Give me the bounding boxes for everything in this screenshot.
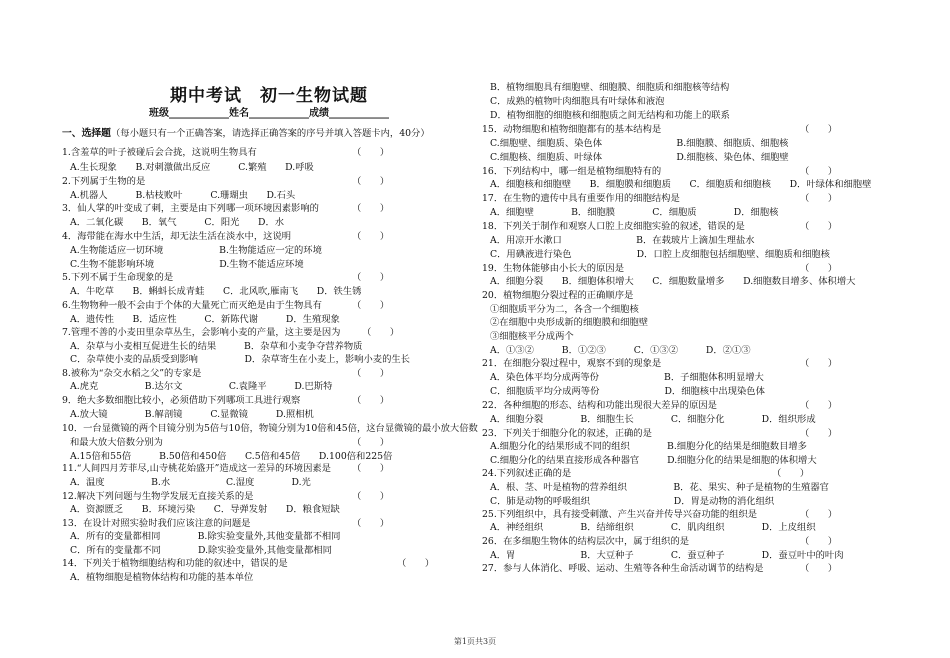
right-line-13: 19．生物体能够由小长大的原因是 (482, 263, 624, 274)
answer-blank: （ ） (800, 509, 838, 520)
right-line-8: 17．在生物的遗传中具有重要作用的细胞结构是 (482, 193, 680, 204)
right-line-20: 21．在细胞分裂过程中，观察不到的现象是 (482, 358, 662, 369)
left-line-25: 12.解决下列问题与生物学发展无直接关系的是 (62, 491, 254, 502)
answer-blank: （ ） (362, 327, 400, 338)
left-line-6: 4．海带能在海水中生活，却无法生活在淡水中，这说明 (62, 231, 292, 242)
section-label: 一、选择题 (62, 128, 111, 139)
page-footer: 第1页共3页 (453, 637, 497, 646)
student-info-line: 班级____________姓名____________成绩____________ (149, 108, 389, 119)
left-line-24: A．温度 B.水 C.湿度 D.光 (70, 477, 311, 488)
right-line-15: 20．植物细胞分裂过程的正确顺序是 (482, 290, 634, 301)
left-line-9: 5.下列不属于生命现象的是 (62, 272, 174, 283)
right-line-12: C．用碘液进行染色 D．口腔上皮细胞包括细胞壁、细胞质和细胞核 (490, 249, 830, 260)
left-line-16: 8.被称为“杂交水稻之父”的专家是 (62, 368, 202, 379)
answer-blank: （ ） (800, 193, 838, 204)
answer-blank: （ ） (352, 272, 390, 283)
right-line-26: A.细胞分化的结果形成不同的组织 B.细胞分化的结果是细胞数目增多 (490, 441, 807, 452)
right-line-11: A．用凉开水漱口 B．在载玻片上滴加生理盐水 (490, 235, 755, 246)
right-line-21: A．染色体平均分成两等份 B．子细胞体积明显增大 (490, 372, 764, 383)
right-line-24: A．细胞分裂 B．细胞生长 C．细胞分化 D．组织形成 (490, 414, 816, 425)
left-line-7: A.生物能适应一切环境 B.生物能适应一定的环境 (70, 245, 322, 256)
right-line-18: ③细胞核平分成两个 (490, 331, 574, 342)
right-line-6: 16．下列结构中，哪一组是植物细胞特有的 (482, 166, 662, 177)
right-line-29: A．根、茎、叶是植物的营养组织 B．花、果实、种子是植物的生殖器官 (490, 482, 829, 493)
left-line-31: A．植物细胞是植物体结构和功能的基本单位 (70, 572, 254, 583)
answer-blank: （ ） (352, 176, 390, 187)
right-line-35: 27．参与人体消化、呼吸、运动、生殖等各种生命活动调节的结构是 (482, 563, 764, 574)
left-line-12: A．遗传性 B．适应性 C．新陈代谢 D．生殖现象 (70, 314, 340, 325)
left-line-14: A．杂草与小麦相互促进生长的结果 B．杂草和小麦争夺营养物质 (70, 341, 363, 352)
right-line-28: 24.下列叙述正确的是 (482, 468, 572, 479)
left-line-27: 13．在设计对照实验时我们应该注意的问题是 (62, 518, 251, 529)
right-line-22: C．细胞质平均分成两等份 D．细胞核中出现染色体 (490, 386, 765, 397)
right-line-32: A．神经组织 B．结缔组织 C．肌肉组织 D．上皮组织 (490, 522, 816, 533)
right-line-2: D．植物细胞的细胞核和细胞质之间无结构和功能上的联系 (490, 110, 730, 121)
right-line-0: B．植物细胞具有细胞壁、细胞膜、细胞质和细胞核等结构 (490, 82, 730, 93)
left-line-3: A.机器人 B.枯枝败叶 C.珊瑚虫 D.石头 (70, 190, 296, 201)
right-line-1: C．成熟的植物叶肉细胞具有叶绿体和液泡 (490, 96, 665, 107)
answer-blank: （ ） (800, 400, 838, 411)
right-line-10: 18．下列关于制作和观察人口腔上皮细胞实验的叙述，错误的是 (482, 221, 745, 232)
right-line-17: ②在细胞中央形成新的细胞膜和细胞壁 (490, 317, 649, 328)
right-line-23: 22．各种细胞的形态、结构和功能出现很大差异的原因是 (482, 400, 717, 411)
right-line-5: C.细胞核、细胞质、叶绿体 D.细胞核、染色体、细胞壁 (490, 152, 789, 163)
left-line-19: A.放大镜 B.解剖镜 C.显微镜 D.照相机 (70, 409, 314, 420)
answer-blank: （ ） (800, 428, 838, 439)
right-line-14: A．细胞分裂 B．细胞体积增大 C．细胞数量增多 D.细胞数目增多、体积增大 (490, 276, 856, 287)
right-line-19: A．①③② B．①②③ C．①③② D．②①③ (490, 345, 751, 356)
left-line-17: A.虎克 B.达尔文 C.袁隆平 D.巴斯特 (70, 381, 333, 392)
left-line-4: 3．仙人掌的叶变成了刺，主要是由下列哪一项环境因素影响的 (62, 203, 319, 214)
left-line-30: 14．下列关于植物细胞结构和功能的叙述中，错误的是 (62, 558, 288, 569)
answer-blank: （ ） (352, 463, 390, 474)
right-line-30: C．肺是动物的呼吸组织 D．胃是动物的消化组织 (490, 496, 775, 507)
left-line-20: 10．一台显微镜的两个目镜分别为5倍与10倍，物镜分别为10倍和45倍，这台显微镜的最小放大倍数 (62, 423, 478, 434)
left-line-1: A.生长现象 B.对刺激做出反应 C.繁殖 D.呼吸 (70, 162, 314, 173)
left-line-0: 1.含羞草的叶子被碰后会合拢，这说明生物具有 (62, 147, 257, 158)
answer-blank: （ ） (352, 300, 390, 311)
left-line-11: 6.生物物种一般不会由于个体的大量死亡而灭绝是由于生物具有 (62, 300, 322, 311)
answer-blank: （ ） (352, 395, 390, 406)
section-description: （每小题只有一个正确答案，请选择正确答案的序号并填入答题卡内，40分） (110, 128, 430, 139)
answer-blank: （ ） (800, 263, 838, 274)
right-line-33: 26．在多细胞生物体的结构层次中，属于组织的是 (482, 536, 690, 547)
answer-blank: （ ） (397, 558, 435, 569)
right-line-3: 15．动物细胞和植物细胞都有的基本结构是 (482, 124, 662, 135)
answer-blank: （ ） (352, 437, 390, 448)
left-line-8: C.生物不能影响环境 D.生物不能适应环境 (70, 259, 304, 270)
left-line-23: 11.“人间四月芳菲尽,山寺桃花始盛开”造成这一差异的环境因素是 (62, 463, 331, 474)
left-line-26: A．资源匮乏 B．环境污染 C．导弹发射 D．粮食短缺 (70, 504, 340, 515)
section-heading (62, 128, 476, 139)
page-title: 期中考试 初一生物试题 (170, 86, 368, 106)
answer-blank: （ ） (800, 166, 838, 177)
answer-blank: （ ） (800, 536, 838, 547)
answer-blank: （ ） (800, 358, 838, 369)
right-line-34: A．胃 B．大豆种子 C．蚕豆种子 D．蚕豆叶中的叶肉 (490, 550, 844, 561)
answer-blank: （ ） (352, 231, 390, 242)
answer-blank: （ ） (352, 147, 390, 158)
answer-blank: （ ） (800, 124, 838, 135)
left-line-29: C．所有的变量都不同 D.除实验变量外,其他变量都相同 (70, 545, 332, 556)
right-line-4: C.细胞壁、细胞质、染色体 B.细胞膜、细胞质、细胞核 (490, 138, 789, 149)
right-line-31: 25.下列组织中，具有接受刺激、产生兴奋并传导兴奋功能的组织是 (482, 509, 758, 520)
left-line-21: 和最大放大倍数分别为 (70, 437, 163, 448)
answer-blank: （ ） (800, 563, 838, 574)
left-line-2: 2.下列属于生物的是 (62, 176, 146, 187)
right-line-27: C.细胞分化的结果直接形成各种器官 D.细胞分化的结果是细胞的体积增大 (490, 455, 817, 466)
left-line-10: A．牛吃草 B．蝌蚪长成青蛙 C．北风吹,雁南飞 D．铁生锈 (70, 286, 362, 297)
left-line-28: A．所有的变量都相同 B.除实验变量外,其他变量都不相同 (70, 531, 341, 542)
right-line-9: A．细胞壁 B．细胞膜 C．细胞质 D．细胞核 (490, 207, 779, 218)
answer-blank: （ ） (800, 221, 838, 232)
answer-blank: （ ） (352, 203, 390, 214)
answer-blank: （ ） (352, 491, 390, 502)
right-line-7: A．细胞核和细胞壁 B．细胞膜和细胞质 C．细胞质和细胞核 D．叶绿体和细胞壁 (490, 179, 872, 190)
left-line-13: 7.管理不善的小麦田里杂草丛生，会影响小麦的产量，这主要是因为 (62, 327, 341, 338)
left-line-22: A.15倍和55倍 B.50倍和450倍 C.5倍和45倍 D.100倍和225倍 (70, 451, 393, 462)
answer-blank: （ ） (352, 518, 390, 529)
answer-blank: （ ） (352, 368, 390, 379)
right-line-16: ①细胞质平分为二，各含一个细胞核 (490, 304, 639, 315)
left-line-15: C．杂草使小麦的品质受到影响 D．杂草寄生在小麦上，影响小麦的生长 (70, 354, 410, 365)
left-line-5: A．二氧化碳 B．氧气 C．阳光 D．水 (70, 217, 285, 228)
answer-blank: （ ） (772, 468, 810, 479)
left-line-18: 9．绝大多数细胞比较小，必须借助下列哪项工具进行观察 (62, 395, 301, 406)
right-line-25: 23．下列关于细胞分化的叙述，正确的是 (482, 428, 652, 439)
